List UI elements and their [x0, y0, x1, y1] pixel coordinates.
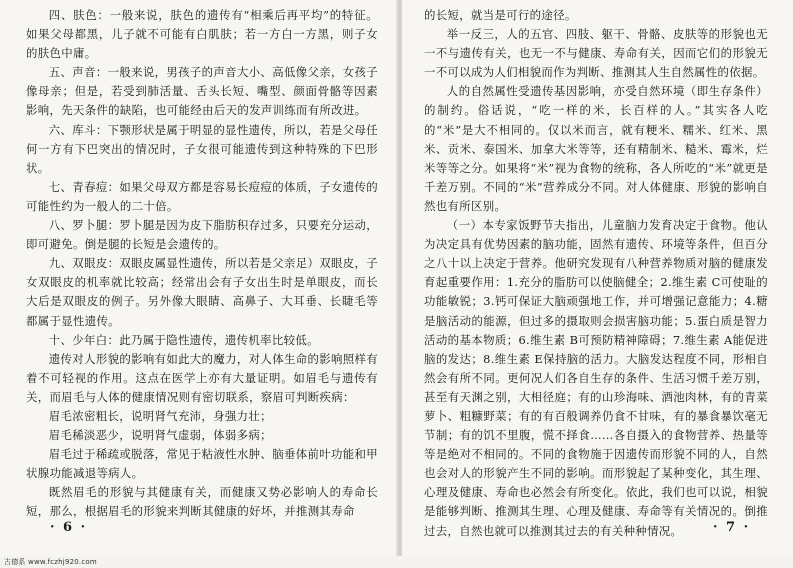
paragraph-premature-gray: 十、少年白：此乃属于隐性遗传，遗传机率比较低。: [48, 332, 319, 347]
paragraph-nutrition: （一）本专家饭野节夫指出，儿童脑力发育决定于食物。他认为决定具有优势因素的脑功能，固然有遗传、环境等条件，但百分之八十以上决定于营养。他研究发现有八种营养物质对脑的健康发育起重要作用：1.充分的脂肪可以使脑健全；2.维生素 C可使耻的功能敏锐；3.钙可保证大脑顽强地工作，并可增强记意能力；4.糖是脑活动的能源，但过多的摄取则会损害脑功能；5.蛋白质是智力活动的基本物质；6.维生素 B可预防精神障碍；7.维生素 A能促进脑的发达；8.维生素 E保持脑的活力。大脑发达程度不同，形相自然会有所不同。更何况人们各自生存的条件、生活习惯千差万别，甚至有天渊之别，大相径庭；有的山珍海味、酒池肉林，有的青菜萝卜、粗糠野菜；有的有百般调养仍食不甘味，有的暴食暴饮毫无节制；有的饥不里腹，慌不择食……各自摄入的食物营养、热量等等是绝对不相同的。不同的食物施于因遗传而形貌不同的人，自然也会对人的形貌产生不同的影响。而形貌起了某种变化，其生理、心理及健康、寿命也必然会有所变化。依此，我们也可以说，相貌是能够判断、推测其生理、心理及健康、寿命等有关情况的。倒推过去，自然也就可以推测其过去的有关种种情况。: [424, 218, 768, 538]
page-number-right: · 7 ·: [713, 520, 751, 535]
paragraph-double-eyelid: 九、双眼皮：双眼皮属显性遗传，所以若是父亲足）双眼皮，子女双眼皮的机率就比较高；经常出会有子女出生时是单眼皮，而长大后是双眼皮的例子。另外像大眼睛、高鼻子、大耳垂、长睫毛等都属于显性遗传。: [26, 256, 378, 328]
paragraph-acne: 七、青春痘：如果父母双方都是容易长痘痘的体质，子女遗传的可能性约为一般人的二十倍。: [26, 179, 378, 213]
paragraph-rice: 人的自然属性受遗传基因影响，亦受自然环境（即生存条件）的制约。俗话说，“吃一样的米，长百样的人。”其实各人吃的“米”是大不相同的。仅以米而言，就有粳米、糯米、红米、黑米、贡米、泰国米、加拿大米等等，还有精制米、糙米、霉米，烂米等等之分。如果将“米”视为食物的统称，各人所吃的“米”就更是千差万别。不同的“米”营养成分不同。对人体健康、形貌的影响自然也有所区别。: [424, 84, 768, 213]
paragraph-legs: 八、罗卜腿：罗卜腿是因为皮下脂肪积存过多，只要充分运动，即可避免。倒是腿的长短是会遗传的。: [26, 218, 378, 252]
watermark-text: 古德系 www.fczhj920.com: [4, 558, 97, 566]
paragraph-features: 举一反三，人的五官、四肢、躯干、骨骼、皮肤等的形貌也无一不与遗传有关，也无一不与健康、寿命有关，因而它们的形貌无一不可以成为人们相貌而作为判断、推测其人生自然属性的依据。: [424, 27, 768, 80]
paragraph-heredity-influence: 遗传对人形貌的影响有如此大的魔力，对人体生命的影响照样有着不可轻视的作用。这点在医学上亦有大量证明。如眉毛与遗传有关，而眉毛与人体的健康情况则有密切联系，察眉可判断疾病：: [26, 351, 378, 404]
page-number-left: · 6 ·: [50, 520, 88, 535]
right-page-text: [424, 6, 768, 541]
eyebrow-item-falling: 眉毛过于稀疏或脱落，常见于粘液性水肿、脑垂体前叶功能和甲状腺功能减退等病人。: [26, 447, 378, 481]
paragraph-eyebrow-lifespan: 既然眉毛的形貌与其健康有关，而健康又势必影响人的寿命长短，那么，根据眉毛的形貌来判断其健康的好坏，并推测其寿命: [26, 485, 378, 519]
eyebrow-item-thick: 眉毛浓密粗长，说明肾气充沛，身强力壮；: [48, 408, 272, 423]
paragraph-chin: 六、库斗：下颚形状是属于明显的显性遗传，所以，若是父母任何一方有下巴突出的情况时，子女很可能遗传到这种特殊的下巴形状。: [26, 122, 378, 175]
left-page-text: [26, 6, 378, 522]
paragraph-voice: 五、声音：一般来说，男孩子的声音大小、高低像父亲，女孩子像母亲；但是，若受到肺活量、舌头长短、嘴型、颜面骨骼等因素影响，先天条件的缺陷，也可能经由后天的发声训练而有所改进。: [26, 65, 378, 118]
eyebrow-item-sparse: 眉毛稀淡恶少，说明肾气虚弱，体弱多病；: [48, 428, 272, 443]
paragraph-skin-color: 四、肤色：一般来说，肤色的遗传有“相乘后再平均”的特征。如果父母都黑，儿子就不可能有白肌肤；若一方白一方黑，则子女的肤色中庸。: [26, 8, 378, 61]
paragraph-continuation: 的长短，就当是可行的途径。: [424, 8, 577, 22]
